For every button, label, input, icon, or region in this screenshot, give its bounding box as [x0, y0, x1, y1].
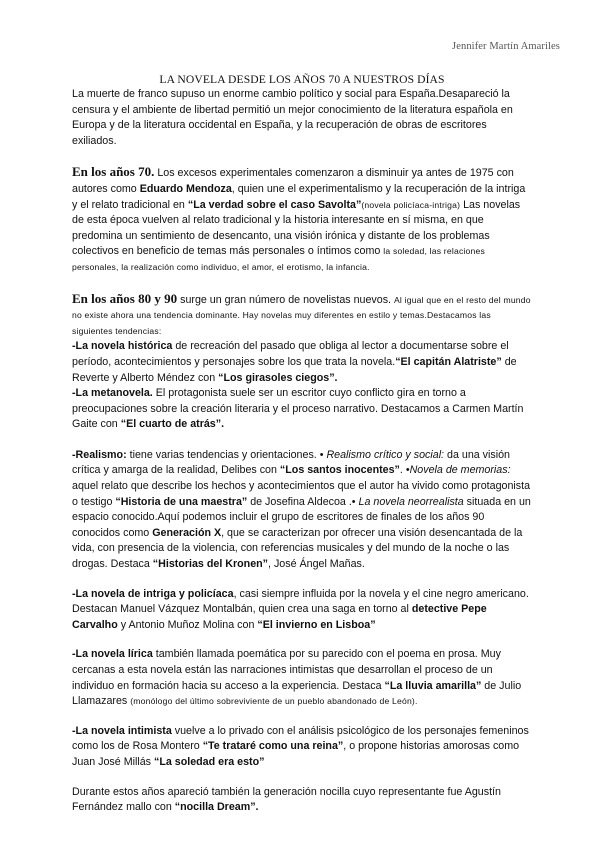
author-mendoza: Eduardo Mendoza [139, 182, 232, 195]
intimista-paragraph [72, 724, 532, 771]
text-span: , casi siempre influida por la novela y el cine negro americano. Destacan Manuel Vázquez Montalbán, quien crea una saga en torno al [72, 587, 529, 616]
text-span: aquel relato que describe los hechos y acontecimientos que el autor ha vivido como protagonista o testigo [72, 480, 531, 508]
subgenre-label: Realismo crítico y social: [326, 448, 445, 461]
section-70s-paragraph [72, 164, 532, 275]
section-80s-heading: En los años 80 y 90 [72, 290, 178, 306]
historica-label: -La novela histórica [72, 340, 173, 353]
work-title: “Los girasoles ciegos”. [218, 371, 338, 384]
text-span: de Reverte y Alberto Méndez con [72, 355, 517, 384]
text-span: . • [399, 464, 410, 477]
intriga-label: -La novela de intriga y policíaca [72, 587, 234, 600]
page-title: LA NOVELA DESDE LOS AÑOS 70 A NUESTROS DÍAS [159, 73, 445, 86]
work-title: “El capitán Alatriste” [395, 355, 502, 368]
intimista-label: -La novela intimista [72, 724, 172, 737]
work-title: “Los santos inocentes” [279, 464, 400, 477]
tendencies-intro: Al igual que en el resto del mundo no existe ahora una tendencia dominante. Hay novelas muy diferentes en estilo y temas.Destacamos las siguientes tendencias: [72, 294, 531, 336]
text-span: El protagonista suele ser un escritor cuyo conflicto gira en torno a preocupaciones sobre la creación literaria y el proceso narrativo. Destacamos a Carmen Martín Gaite con [72, 387, 524, 431]
subgenre-label: La novela neorrealista [358, 495, 464, 508]
text-span: , quien une el experimentalismo y la recuperación de la intriga y el relato tradicional en [72, 182, 526, 211]
character-name: detective Pepe Carvalho [72, 603, 487, 631]
text-span: , o propone historias amorosas como Juan José Millás [72, 740, 520, 768]
historica-paragraph [72, 339, 532, 386]
nocilla-paragraph [72, 785, 532, 816]
realismo-label: -Realismo: [72, 448, 127, 461]
document-body [72, 73, 532, 816]
work-title: “Historia de una maestra” [115, 495, 248, 508]
work-title: “El cuarto de atrás”. [120, 418, 225, 431]
text-span: , que se caracterizan por ofrecer una visión desencantada de la vida, con presencia de la violencia, con referencias musicales y del mundo de la noche o las drogas. Destaca [72, 526, 523, 571]
text-span: Las novelas de esta época vuelven al relato tradicional y la historia interesante en sí misma, en que predomina un sentimiento de desencanto, una visión irónica y distante de los problemas colectivos en beneficio de temas más personales o íntimos como [72, 198, 521, 258]
work-title: “nocilla Dream”. [174, 801, 259, 814]
text-span: de Josefina Aldecoa .• [247, 495, 359, 508]
author-name: Jennifer Martín Amariles [452, 41, 560, 52]
text-span: Durante estos años apareció también la generación nocilla cuyo representante fue Agustín Fernández mallo con [72, 785, 501, 814]
realismo-paragraph [72, 448, 532, 573]
metanovela-label: -La metanovela. [72, 387, 153, 400]
lirica-label: -La novela lírica [72, 648, 153, 661]
section-80s-paragraph [72, 291, 532, 340]
text-span: de recreación del pasado que obliga al lector a documentarse sobre el período, acontecimientos y personajes sobre los que trata la novela. [72, 340, 509, 368]
text-span: surge un gran número de novelistas nuevos. [177, 293, 394, 306]
metanovela-paragraph [72, 386, 532, 433]
text-span: da una visión crítica y amarga de la realidad, Delibes con [72, 448, 510, 477]
work-title: “Historias del Kronen” [152, 558, 269, 571]
text-span: también llamada poemática por su parecido con el poema en prosa. Muy cercanas a esta novela están las narraciones intimistas que desarrollan el proceso de un individuo en formación hacia su acceso a la experiencia. Destaca [72, 648, 501, 692]
work-note: (novela policíaca-intriga) [361, 199, 461, 210]
work-title: “Te trataré como una reina” [202, 740, 344, 753]
work-title: “La soledad era esto” [153, 755, 265, 768]
text-span: situada en un espacio conocido.Aquí podemos incluir el grupo de escritores de finales de los años 90 conocidos como [72, 495, 531, 539]
lirica-paragraph [72, 647, 532, 709]
themes-list: la soledad, las relaciones personales, la realización como individuo, el amor, el erotismo, la infancia. [72, 246, 485, 272]
text-span: tiene varias tendencias y orientaciones. • [126, 448, 327, 461]
work-title: “El invierno en Lisboa” [257, 618, 376, 631]
text-span: vuelve a lo privado con el análisis psicológico de los personajes femeninos como los de Rosa Montero [72, 724, 529, 753]
group-name: Generación X [152, 526, 222, 539]
work-note: (monólogo del último sobreviviente de un pueblo abandonado de León). [130, 696, 418, 707]
subgenre-label: Novela de memorias: [409, 464, 511, 477]
work-title: “La verdad sobre el caso Savolta” [187, 198, 362, 211]
text-span: de Julio Llamazares [72, 679, 522, 708]
text-span: , José Ángel Mañas. [268, 558, 365, 571]
work-title: “La lluvia amarilla” [384, 679, 482, 692]
text-span: y Antonio Muñoz Molina con [117, 618, 258, 631]
text-span: Los excesos experimentales comenzaron a disminuir ya antes de 1975 con autores como [72, 167, 514, 195]
section-70s-heading: En los años 70. [72, 164, 155, 180]
intro-paragraph: La muerte de franco supuso un enorme cambio político y social para España.Desapareció la censura y el ambiente de libertad permitió un mejor conocimiento de la literatura española en Europa y de la literatura occidental en España, y la recuperación de obras de escritores exiliados. [72, 88, 513, 147]
intriga-paragraph [72, 587, 532, 634]
